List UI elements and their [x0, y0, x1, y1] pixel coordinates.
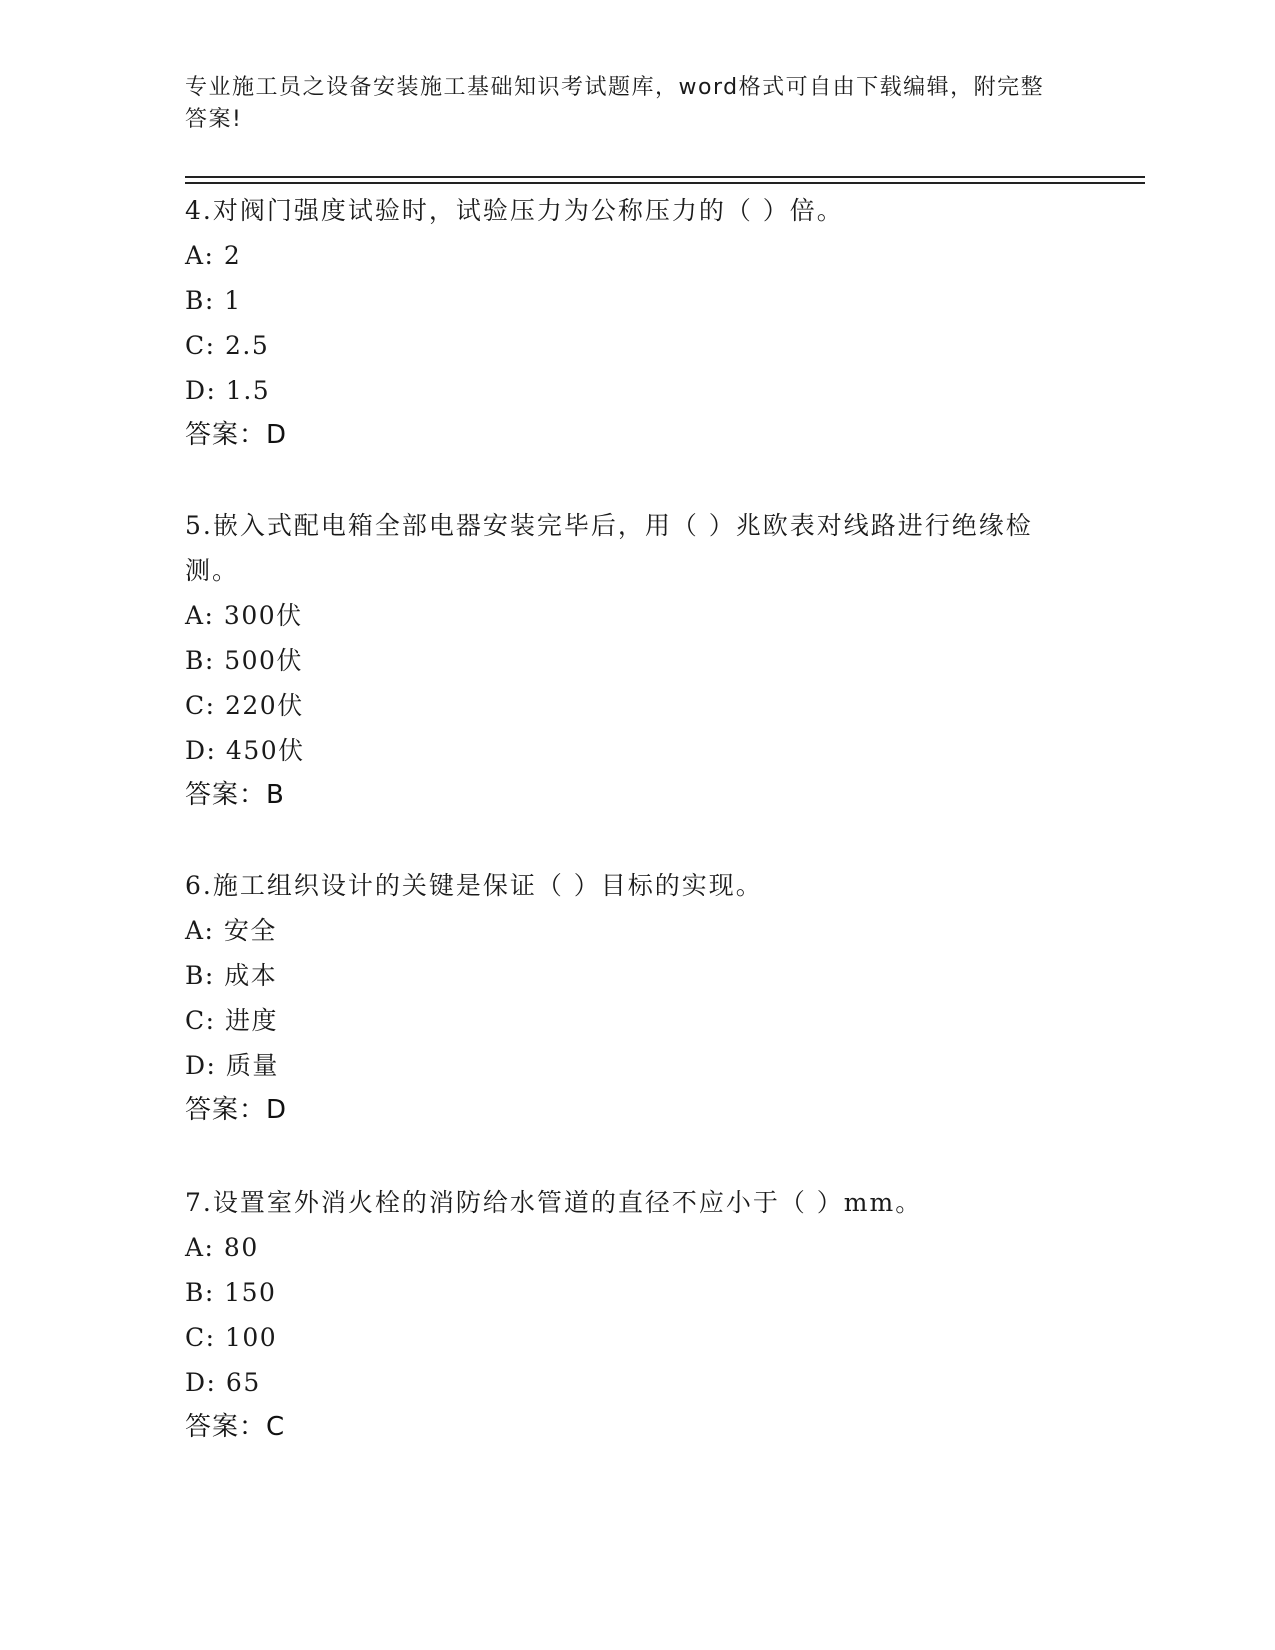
option-c: C: 2.5: [185, 331, 270, 360]
option-a: A: 80: [185, 1233, 259, 1262]
option-b: B: 成本: [185, 961, 278, 990]
answer-line: 答案：D: [185, 1095, 288, 1125]
option-a: A: 300伏: [185, 601, 303, 630]
question-block: [185, 503, 1085, 818]
question-block: [185, 863, 1085, 1133]
option-b: B: 500伏: [185, 646, 303, 675]
option-c: C: 220伏: [185, 691, 304, 720]
answer-line: 答案：B: [185, 780, 285, 810]
document-header: 专业施工员之设备安装施工基础知识考试题库，word格式可自由下载编辑，附完整答案!: [185, 75, 1045, 132]
option-b: B: 150: [185, 1278, 277, 1307]
question-block: [185, 1180, 1085, 1450]
header-divider-bottom: [185, 182, 1145, 184]
option-a: A: 2: [185, 241, 242, 270]
option-d: D: 1.5: [185, 376, 271, 405]
option-d: D: 质量: [185, 1051, 279, 1080]
option-d: D: 65: [185, 1368, 261, 1397]
question-block: [185, 188, 1085, 458]
question-stem: 6.施工组织设计的关键是保证（ ）目标的实现。: [185, 871, 763, 900]
answer-line: 答案：D: [185, 420, 288, 450]
option-a: A: 安全: [185, 916, 277, 945]
option-c: C: 100: [185, 1323, 278, 1352]
option-d: D: 450伏: [185, 736, 305, 765]
question-stem: 5.嵌入式配电箱全部电器安装完毕后，用（ ）兆欧表对线路进行绝缘检测。: [185, 511, 1033, 585]
option-c: C: 进度: [185, 1006, 278, 1035]
answer-line: 答案：C: [185, 1412, 286, 1442]
question-stem: 4.对阀门强度试验时，试验压力为公称压力的（ ）倍。: [185, 196, 844, 225]
option-b: B: 1: [185, 286, 242, 315]
header-divider-top: [185, 176, 1145, 178]
question-stem: 7.设置室外消火栓的消防给水管道的直径不应小于（ ）mm。: [185, 1188, 923, 1217]
